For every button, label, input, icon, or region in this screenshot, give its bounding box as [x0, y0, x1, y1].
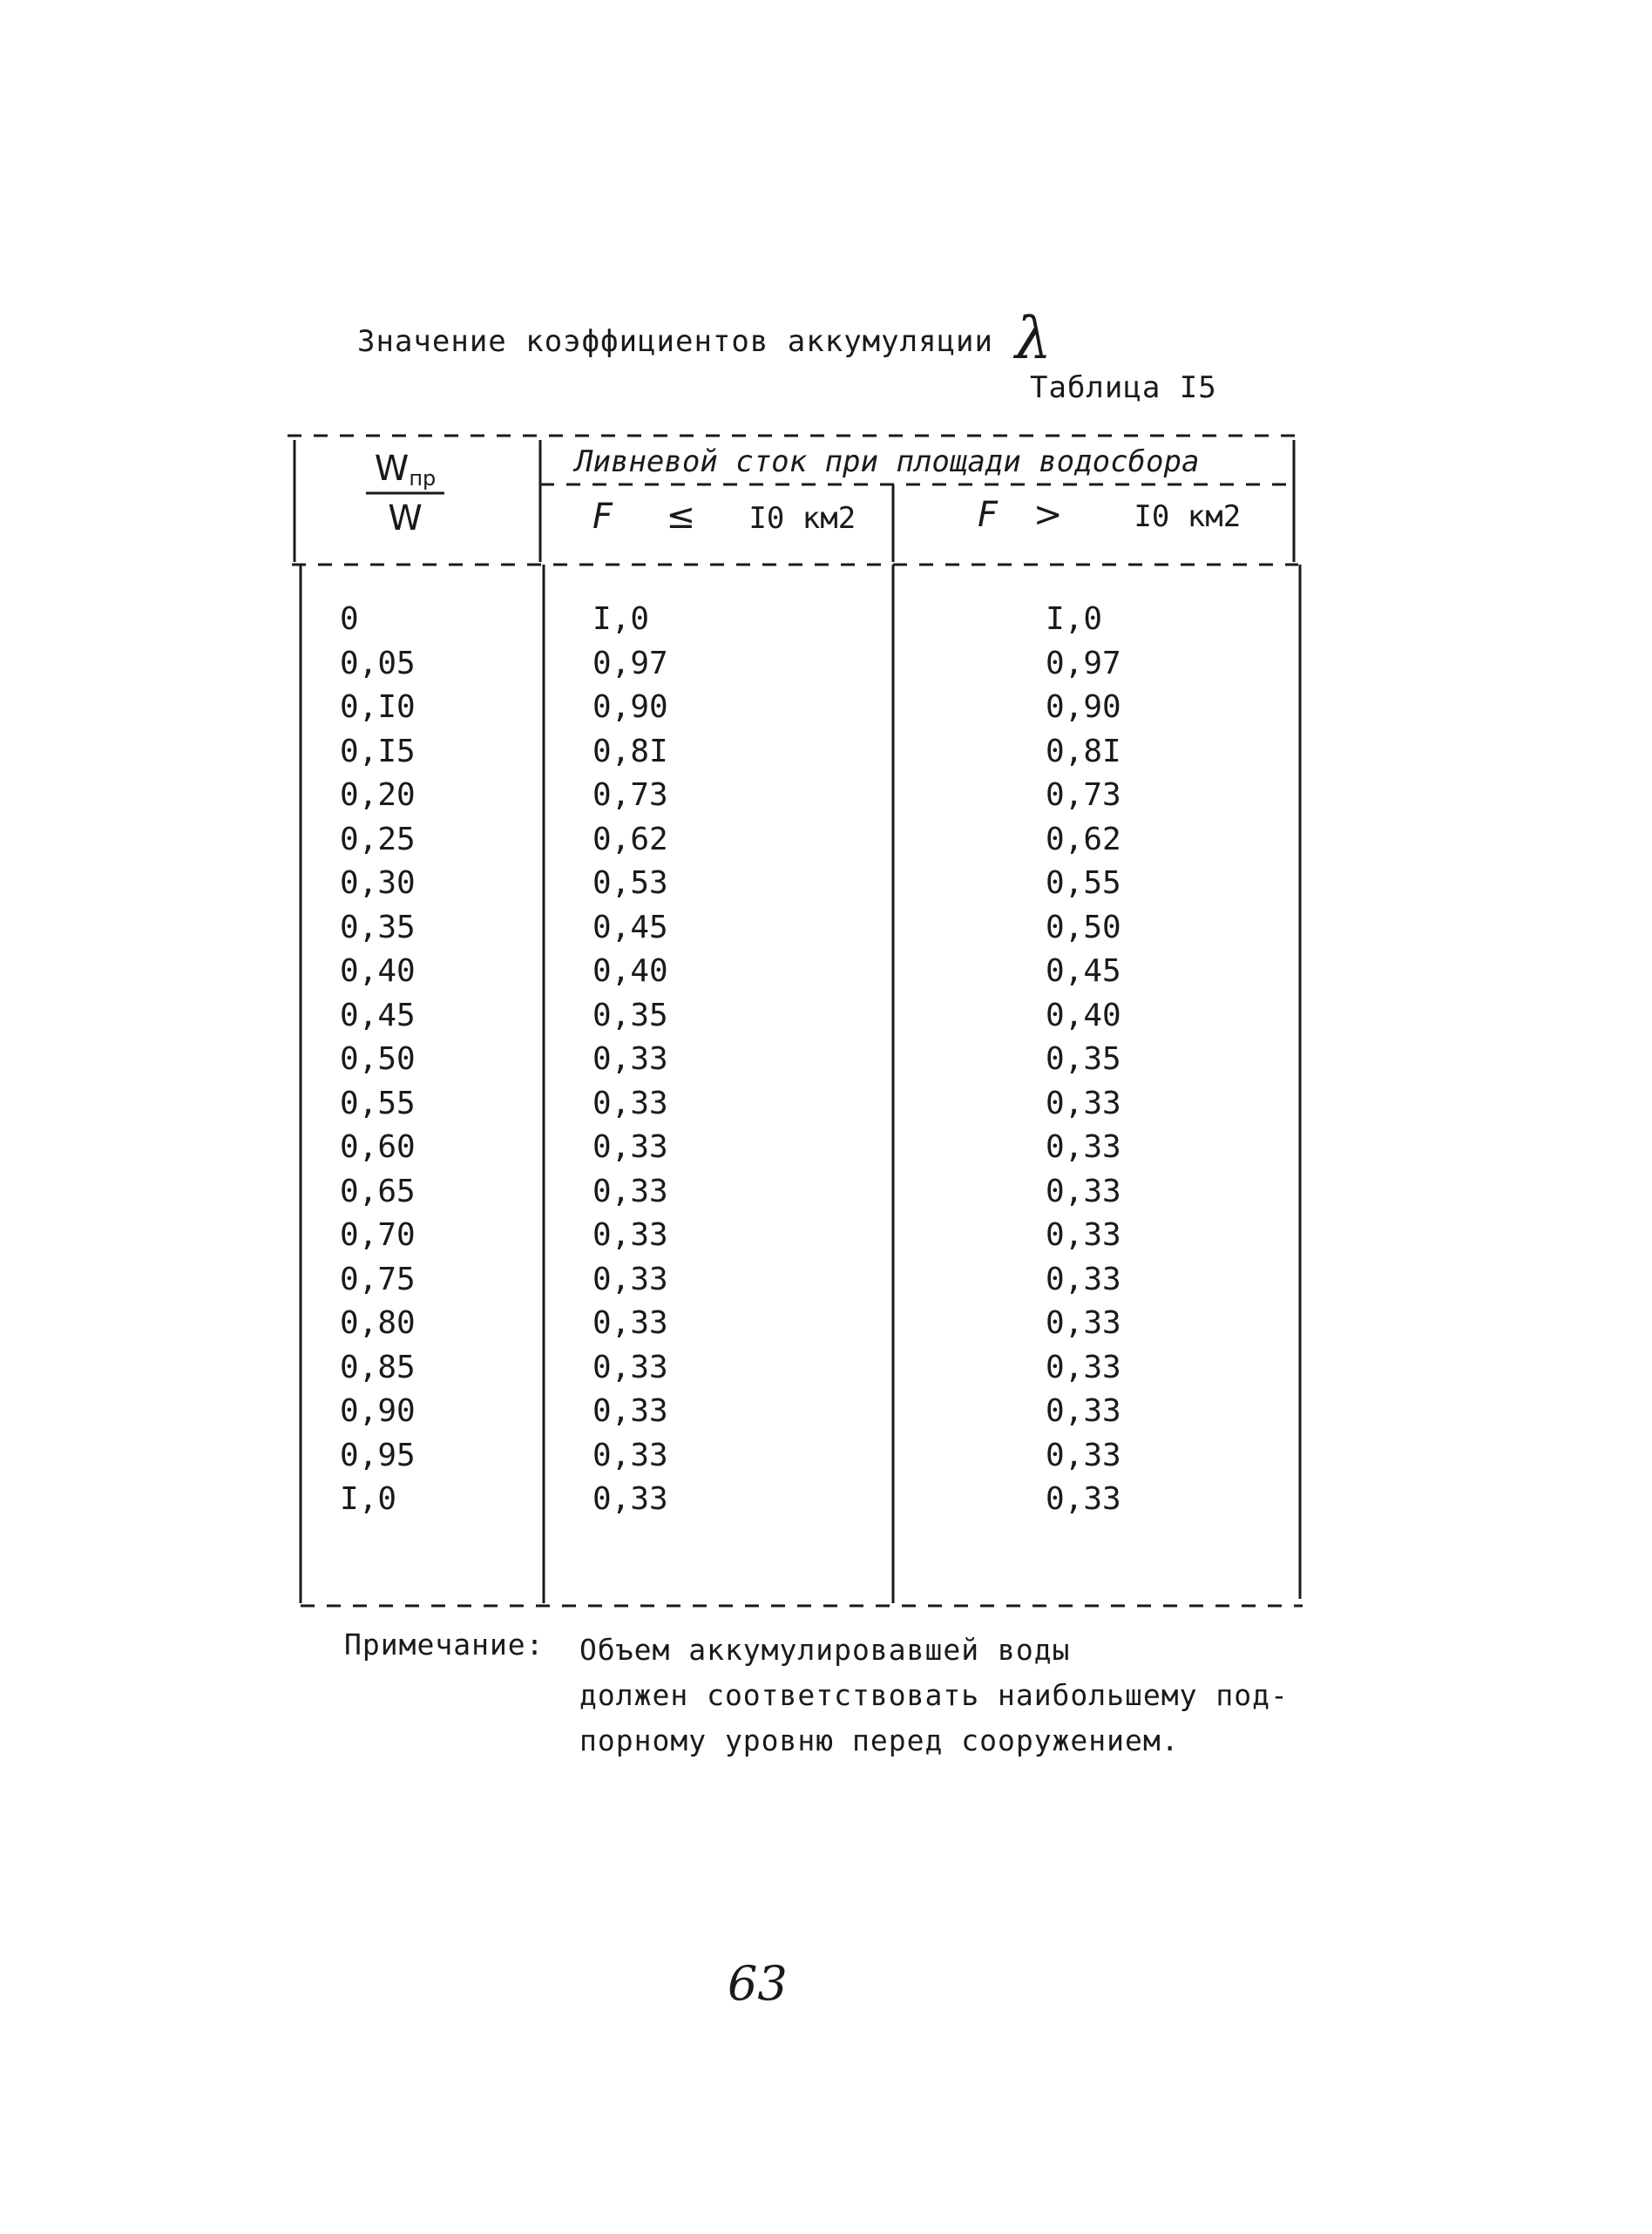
small-area-cell: 0,33 — [592, 1041, 668, 1077]
large-area-cell: 0,33 — [1046, 1349, 1121, 1385]
ratio-cell: 0,90 — [340, 1393, 416, 1429]
small-area-cell: 0,33 — [592, 1261, 668, 1297]
ratio-numerator-sub: пр — [409, 466, 437, 491]
small-area-cell: 0,90 — [592, 689, 668, 725]
large-area-cell: 0,33 — [1046, 1393, 1121, 1429]
greater-sign: > — [1032, 495, 1063, 535]
small-area-cell: 0,62 — [592, 821, 668, 857]
small-area-cell: 0,33 — [592, 1085, 668, 1121]
large-area-cell: 0,90 — [1046, 689, 1121, 725]
small-area-cell: 0,97 — [592, 645, 668, 681]
large-area-cell: 0,55 — [1046, 865, 1121, 901]
small-area-cell: 0,33 — [592, 1217, 668, 1253]
small-area-cell: 0,35 — [592, 997, 668, 1033]
large-area-cell: 0,33 — [1046, 1085, 1121, 1121]
ratio-cell: 0,75 — [340, 1261, 416, 1297]
large-area-cell: 0,97 — [1046, 645, 1121, 681]
large-area-cell: 0,33 — [1046, 1173, 1121, 1209]
ratio-cell: 0,80 — [340, 1305, 416, 1341]
small-area-cell: 0,8I — [592, 733, 668, 769]
small-area-cell: 0,33 — [592, 1481, 668, 1517]
large-area-cell: 0,33 — [1046, 1305, 1121, 1341]
large-area-cell: 0,45 — [1046, 953, 1121, 989]
ratio-denominator: W — [388, 498, 423, 538]
large-area-cell: 0,40 — [1046, 997, 1121, 1033]
ratio-cell: 0,I0 — [340, 689, 416, 725]
small-area-cell: 0,45 — [592, 909, 668, 945]
note-text — [579, 1628, 1346, 1764]
ratio-numerator — [362, 449, 449, 489]
large-area-cell: 0,33 — [1046, 1261, 1121, 1297]
large-area-cell: I,0 — [1046, 601, 1103, 637]
large-area-cell: 0,33 — [1046, 1129, 1121, 1165]
page-number: 63 — [728, 1956, 788, 2011]
ratio-cell: 0,40 — [340, 953, 416, 989]
less-equal-sign: ≤ — [666, 497, 695, 537]
ratio-cell: 0,30 — [340, 865, 416, 901]
ratio-cell: 0,50 — [340, 1041, 416, 1077]
ratio-cell: 0,25 — [340, 821, 416, 857]
small-area-cell: I,0 — [592, 601, 650, 637]
area-symbol: F — [592, 497, 613, 537]
ratio-cell: 0,20 — [340, 777, 416, 813]
large-area-cell: 0,8I — [1046, 733, 1121, 769]
area-threshold: I0 км2 — [1134, 499, 1242, 534]
small-area-cell: 0,53 — [592, 865, 668, 901]
area-threshold: I0 км2 — [748, 501, 856, 536]
note-line: Объем аккумулировавшей воды — [579, 1633, 1071, 1667]
ratio-cell: 0,I5 — [340, 733, 416, 769]
large-area-cell: 0,50 — [1046, 909, 1121, 945]
column-header-large-area — [978, 495, 1241, 535]
small-area-cell: 0,73 — [592, 777, 668, 813]
ratio-numerator-main: W — [374, 449, 410, 489]
note-line: порному уровню перед сооружением. — [579, 1723, 1180, 1757]
ratio-cell: 0,95 — [340, 1437, 416, 1473]
ratio-cell: 0,35 — [340, 909, 416, 945]
large-area-cell: 0,33 — [1046, 1217, 1121, 1253]
lambda-symbol: λ — [1015, 305, 1052, 372]
area-symbol: F — [978, 495, 999, 535]
table-number: Таблица I5 — [1030, 370, 1217, 405]
small-area-cell: 0,40 — [592, 953, 668, 989]
small-area-cell: 0,33 — [592, 1129, 668, 1165]
span-header: Ливневой сток при площади водосбора — [575, 444, 1200, 479]
ratio-cell: 0 — [340, 601, 359, 637]
note-line: должен соответствовать наибольшему под- — [579, 1678, 1289, 1712]
ratio-cell: I,0 — [340, 1481, 397, 1517]
ratio-cell: 0,05 — [340, 645, 416, 681]
note-label: Примечание: — [344, 1628, 545, 1662]
large-area-cell: 0,33 — [1046, 1481, 1121, 1517]
small-area-cell: 0,33 — [592, 1305, 668, 1341]
large-area-cell: 0,62 — [1046, 821, 1121, 857]
ratio-cell: 0,70 — [340, 1217, 416, 1253]
small-area-cell: 0,33 — [592, 1349, 668, 1385]
ratio-cell: 0,65 — [340, 1173, 416, 1209]
small-area-cell: 0,33 — [592, 1173, 668, 1209]
page-title: Значение коэффициентов аккумуляции — [357, 324, 993, 359]
small-area-cell: 0,33 — [592, 1437, 668, 1473]
large-area-cell: 0,73 — [1046, 777, 1121, 813]
ratio-cell: 0,45 — [340, 997, 416, 1033]
large-area-cell: 0,33 — [1046, 1437, 1121, 1473]
ratio-cell: 0,60 — [340, 1129, 416, 1165]
ratio-cell: 0,55 — [340, 1085, 416, 1121]
small-area-cell: 0,33 — [592, 1393, 668, 1429]
column-header-small-area — [592, 497, 856, 537]
large-area-cell: 0,35 — [1046, 1041, 1121, 1077]
ratio-cell: 0,85 — [340, 1349, 416, 1385]
